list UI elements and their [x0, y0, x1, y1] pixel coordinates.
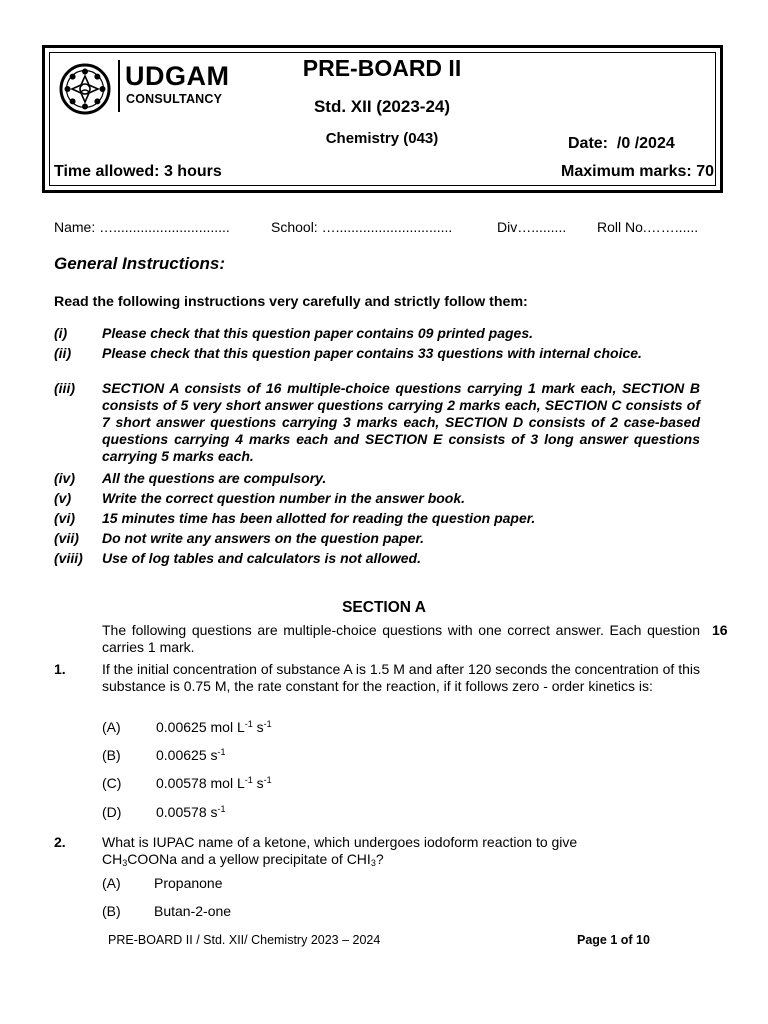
instruction-item	[54, 510, 700, 527]
instruction-item	[54, 470, 700, 487]
q1-option-c-value: 0.00578 mol $L^{-1}$ $s^{-1}$	[156, 775, 272, 791]
exam-title: PRE-BOARD II	[302, 55, 462, 81]
instruction-number: (vi)	[54, 510, 75, 526]
section-a-title: SECTION A	[342, 599, 426, 616]
instruction-item	[54, 490, 700, 507]
instruction-text: SECTION A consists of 16 multiple-choice questions carrying 1 mark each, SECTION B consists of 5 very short answer questions carrying 2 marks each, SECTION C consists of 7 short answer questions carrying 3 marks each, SECTION D consists of 2 case-based questions carrying 4 marks each and SECTION E consists of 3 long answer questions carrying 5 marks each.	[102, 380, 700, 464]
instruction-item	[54, 345, 700, 362]
instruction-item	[54, 550, 700, 567]
instruction-item	[54, 380, 700, 465]
q2-option-b-label: (B)	[102, 903, 121, 919]
general-instructions-title: General Instructions:	[54, 254, 225, 273]
subject-line: Chemistry (043)	[325, 130, 439, 147]
q2-option-a-value: Propanone	[154, 875, 223, 891]
instruction-number: (ii)	[54, 345, 72, 361]
instruction-number: (v)	[54, 490, 72, 506]
question-1-number: 1.	[54, 661, 66, 677]
q1-option-a-value: 0.00625 mol $L^{-1}$ $s^{-1}$	[156, 719, 272, 735]
name-field: Name: …..............................	[54, 219, 230, 235]
standard-line: Std. XII (2023-24)	[313, 97, 451, 116]
school-field: School: …..............................	[271, 219, 453, 235]
instruction-text: Use of log tables and calculators is not allowed.	[102, 550, 421, 566]
section-a-marks: 16	[712, 622, 728, 638]
q2-option-b-value: Butan-2-one	[154, 903, 232, 919]
instruction-number: (i)	[54, 325, 68, 341]
instruction-number: (iii)	[54, 380, 75, 396]
q1-option-b-value: 0.00625 $s^{-1}$	[156, 747, 226, 763]
section-a-intro: The following questions are multiple-choice questions with one correct answer. Each question carries 1 mark.	[102, 622, 700, 655]
question-2-number: 2.	[54, 834, 66, 850]
instruction-number: (vii)	[54, 530, 79, 546]
q1-option-a-label: (A)	[102, 719, 121, 735]
brand-name: UDGAM	[125, 61, 230, 91]
question-1-text: If the initial concentration of substance A is 1.5 M and after 120 seconds the concentration of this substance is 0.75 M, the rate constant for the reaction, if it follows zero - order kinetics is:	[102, 661, 700, 694]
udgam-logo-icon	[58, 62, 112, 116]
division-field: Div….........	[497, 219, 567, 235]
q1-option-b-label: (B)	[102, 747, 121, 763]
date-label: Date:	[568, 135, 609, 152]
instruction-item	[54, 530, 700, 547]
q1-option-d-value: 0.00578 $s^{-1}$	[156, 804, 226, 820]
footer-title: PRE-BOARD II / Std. XII/ Chemistry 2023 – 2024	[108, 933, 381, 947]
instruction-text: All the questions are compulsory.	[102, 470, 327, 486]
q1-option-c-label: (C)	[102, 775, 122, 791]
q1-option-d-label: (D)	[102, 804, 122, 820]
page-number: Page 1 of 10	[577, 933, 650, 947]
maximum-marks: Maximum marks: 70	[561, 163, 714, 180]
question-2-text: What is IUPAC name of a ketone, which undergoes iodoform reaction to give $CH_3COONa$ and a yellow precipitate of $CHI_3$?	[102, 834, 578, 868]
date-value: /0 /2024	[616, 135, 675, 152]
time-allowed: Time allowed: 3 hours	[54, 163, 222, 180]
instruction-item	[54, 325, 700, 342]
instruction-text: 15 minutes time has been allotted for reading the question paper.	[102, 510, 536, 526]
instruction-text: Write the correct question number in the answer book.	[102, 490, 466, 506]
instruction-text: Do not write any answers on the question paper.	[102, 530, 425, 546]
instruction-text: Please check that this question paper contains 09 printed pages.	[102, 325, 534, 341]
instruction-number: (viii)	[54, 550, 83, 566]
instruction-text: Please check that this question paper contains 33 questions with internal choice.	[102, 345, 642, 361]
date-line	[568, 136, 675, 152]
instruction-number: (iv)	[54, 470, 75, 486]
instructions-intro: Read the following instructions very carefully and strictly follow them:	[54, 294, 528, 310]
logo-divider	[118, 60, 120, 112]
brand-subtitle: CONSULTANCY	[126, 92, 223, 106]
roll-number-field: Roll No.……......	[597, 219, 699, 235]
q2-option-a-label: (A)	[102, 875, 121, 891]
